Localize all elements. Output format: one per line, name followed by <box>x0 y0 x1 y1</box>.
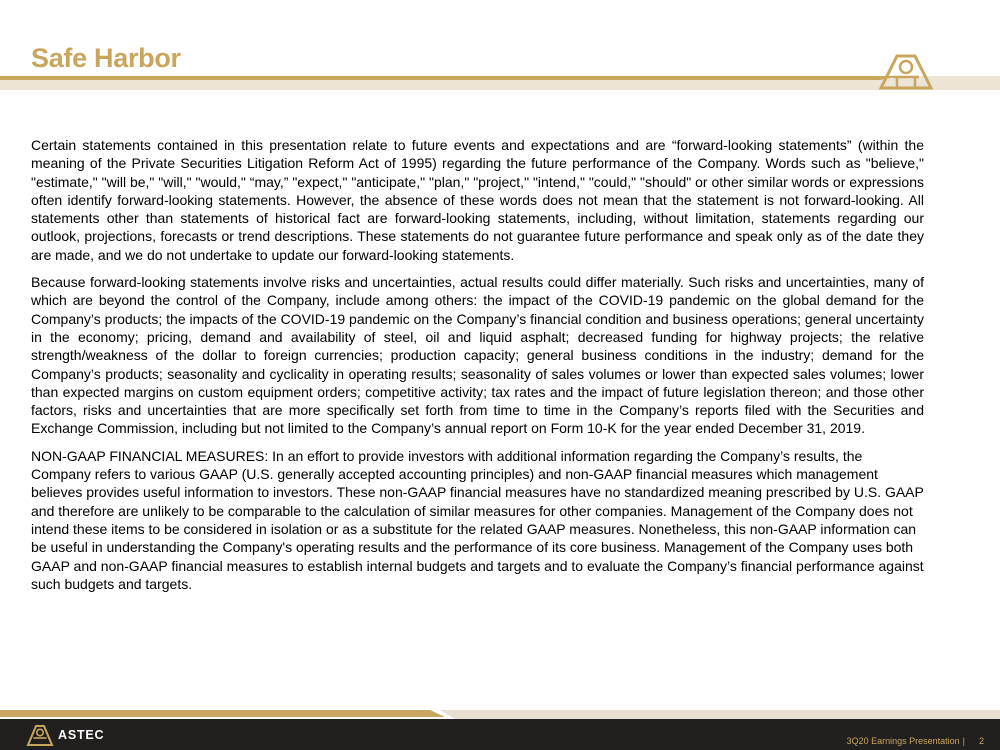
risks-paragraph: Because forward-looking statements involve risks and uncertainties, actual results could differ materially. Such risks and uncertainties, many of which are beyond the control of the Company, include among others: the impact of the COVID-19 pandemic on the global demand for the Company’s products; the impacts of the COVID-19 pandemic on the Company’s financial condition and business operations; general uncertainty in the economy; pricing, demand and availability of steel, oil and liquid asphalt; decreased funding for highway projects; the relative strength/weakness of the dollar to foreign currencies; production capacity; general business conditions in the industry; demand for the Company’s products; seasonality and cyclicality in operating results; seasonality of sales volumes or lower than expected sales volumes; lower than expected margins on custom equipment orders; competitive activity; tax rates and the impact of future legislation thereon; and those other factors, risks and uncertainties that are more specifically set forth from time to time in the Company’s reports filed with the Securities and Exchange Commission, including but not limited to the Company’s annual report on Form 10-K for the year ended December 31, 2019. <box>31 274 924 437</box>
page-number: 2 <box>978 736 984 746</box>
safe-harbor-body <box>31 136 924 602</box>
astec-logo-icon <box>26 724 54 746</box>
page-title: Safe Harbor <box>31 43 181 73</box>
forward-looking-paragraph: Certain statements contained in this presentation relate to future events and expectations and are “forward-looking statements” (within the meaning of the Private Securities Litigation Reform Act of 1995) regarding the future performance of the Company. Words such as "believe," "estimate," "will be," "will," "would," “may,” "expect," "anticipate," "plan," "project," "intend," "could," "should" or other similar words or expressions often identify forward-looking statements. However, the absence of these words does not mean that the statement is not forward-looking. All statements other than statements of historical fact are forward-looking statements, including, without limitation, statements regarding our outlook, projections, forecasts or trend descriptions. These statements do not guarantee future performance and speak only as of the date they are made, and we do not undertake to update our forward-looking statements. <box>31 137 924 263</box>
footer-caption <box>847 736 968 746</box>
footer-separator: | <box>962 736 965 746</box>
presentation-title: 3Q20 Earnings Presentation <box>846 736 960 746</box>
footer-company-name: ASTEC <box>58 728 105 742</box>
non-gaap-paragraph: NON-GAAP FINANCIAL MEASURES: In an effort to provide investors with additional information regarding the Company’s results, the Company refers to various GAAP (U.S. generally accepted accounting principles) and non-GAAP financial measures which management believes provides useful information to investors. These non-GAAP financial measures have no standardized meaning prescribed by U.S. GAAP and therefore are unlikely to be comparable to the calculation of similar measures for other companies. Management of the Company does not intend these items to be considered in isolation or as a substitute for the related GAAP measures. Nonetheless, this non-GAAP information can be useful in understanding the Company's operating results and the performance of its core business. Management of the Company uses both GAAP and non-GAAP financial measures to establish internal budgets and targets and to evaluate the Company’s financial performance against such budgets and targets. <box>31 447 924 592</box>
astec-logo-icon <box>875 52 937 90</box>
